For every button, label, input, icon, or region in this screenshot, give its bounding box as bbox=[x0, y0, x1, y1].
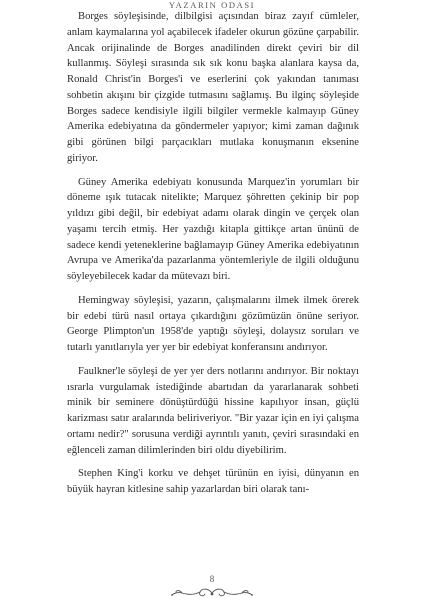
page-footer bbox=[0, 574, 424, 600]
flourish-ornament-icon bbox=[152, 586, 272, 600]
running-head: YAZARIN ODASI bbox=[168, 0, 256, 9]
paragraph-hemingway: Hemingway söyleşisi, yazarın, çalışmalarını ilmek ilmek örerek bir edebi türü nasıl ortaya çıkardığını gözümüzün önüne seriyor. George Plimpton'un 1958'de yaptığı söyleşi, dolaysız soruları ve tutarlı yanıtlarıyla yer yer bir edebiyat konferansını andırıyor. bbox=[67, 294, 359, 353]
body-text bbox=[67, 9, 359, 498]
paragraph-marquez: Güney Amerika edebiyatı konusunda Marquez'in yorumları bir döneme ışık tutacak nitelikte; Marquez şöhretten çekinip bir pop yıldızı gibi değil, bir edebiyat adamı olarak dingin ve çerçek olan yaşamı tercih etmiş. Her yazdığı kitapla gittikçe artan ününü de sadece kendi yeteneklerine bağlamayıp Güney Amerika edebiyatının Avrupa ve Amerika'da pazarlanma yöntemleriyle de ilgili olduğunu söyleyebilecek kadar da mütevazı biri. bbox=[67, 176, 359, 282]
paragraph-faulkner: Faulkner'le söyleşi de yer yer ders notlarını andırıyor. Bir noktayı ısrarla vurgulamak istediğinde abartıdan da yararlanarak sohbeti minik bir seminere dönüştürdüğü hissine kapılıyor insan, güçlü karizması satır aralarında beliriveriyor. "Bir yazar için en iyi çalışma ortamı nedir?" sorusuna verdiği ayrıntılı yanıtı, çeviri sırasındaki en eğlenceli zaman dilimlerinden biri oldu diyebilirim. bbox=[67, 365, 359, 456]
paragraph-stephen-king: Stephen King'i korku ve dehşet türünün en iyisi, dünyanın en büyük hayran kitlesine sahip yazarlardan biri olarak tanı- bbox=[67, 468, 359, 495]
paragraph-borges: Borges söyleşisinde, dilbilgisi açısından biraz zayıf cümleler, anlam kaymalarına yol açabilecek ifadeler okurun gözüne çarpabilir. Ancak orijinalinde de Borges anadilinden direkt çeviri bir dil kullanmış. Söyleşi sırasında sık sık konu başka alanlara kaysa da, Ronald Christ'in Borges'i ve eserlerini çok yakından tanıması sohbetin akışını bir çizgide tutmasını sağlamış. Bu ilginç söyleşide Borges sadece kendisiyle ilgili bilgiler vermekle kalmayıp Güney Amerika edebiyatına da göndermeler yapıyor; kimi zaman dağınık gibi görünen bilgi parçacıkları mutlaka konuşmanın eksenine giriyor. bbox=[67, 11, 359, 164]
page-number: 8 bbox=[209, 574, 215, 584]
